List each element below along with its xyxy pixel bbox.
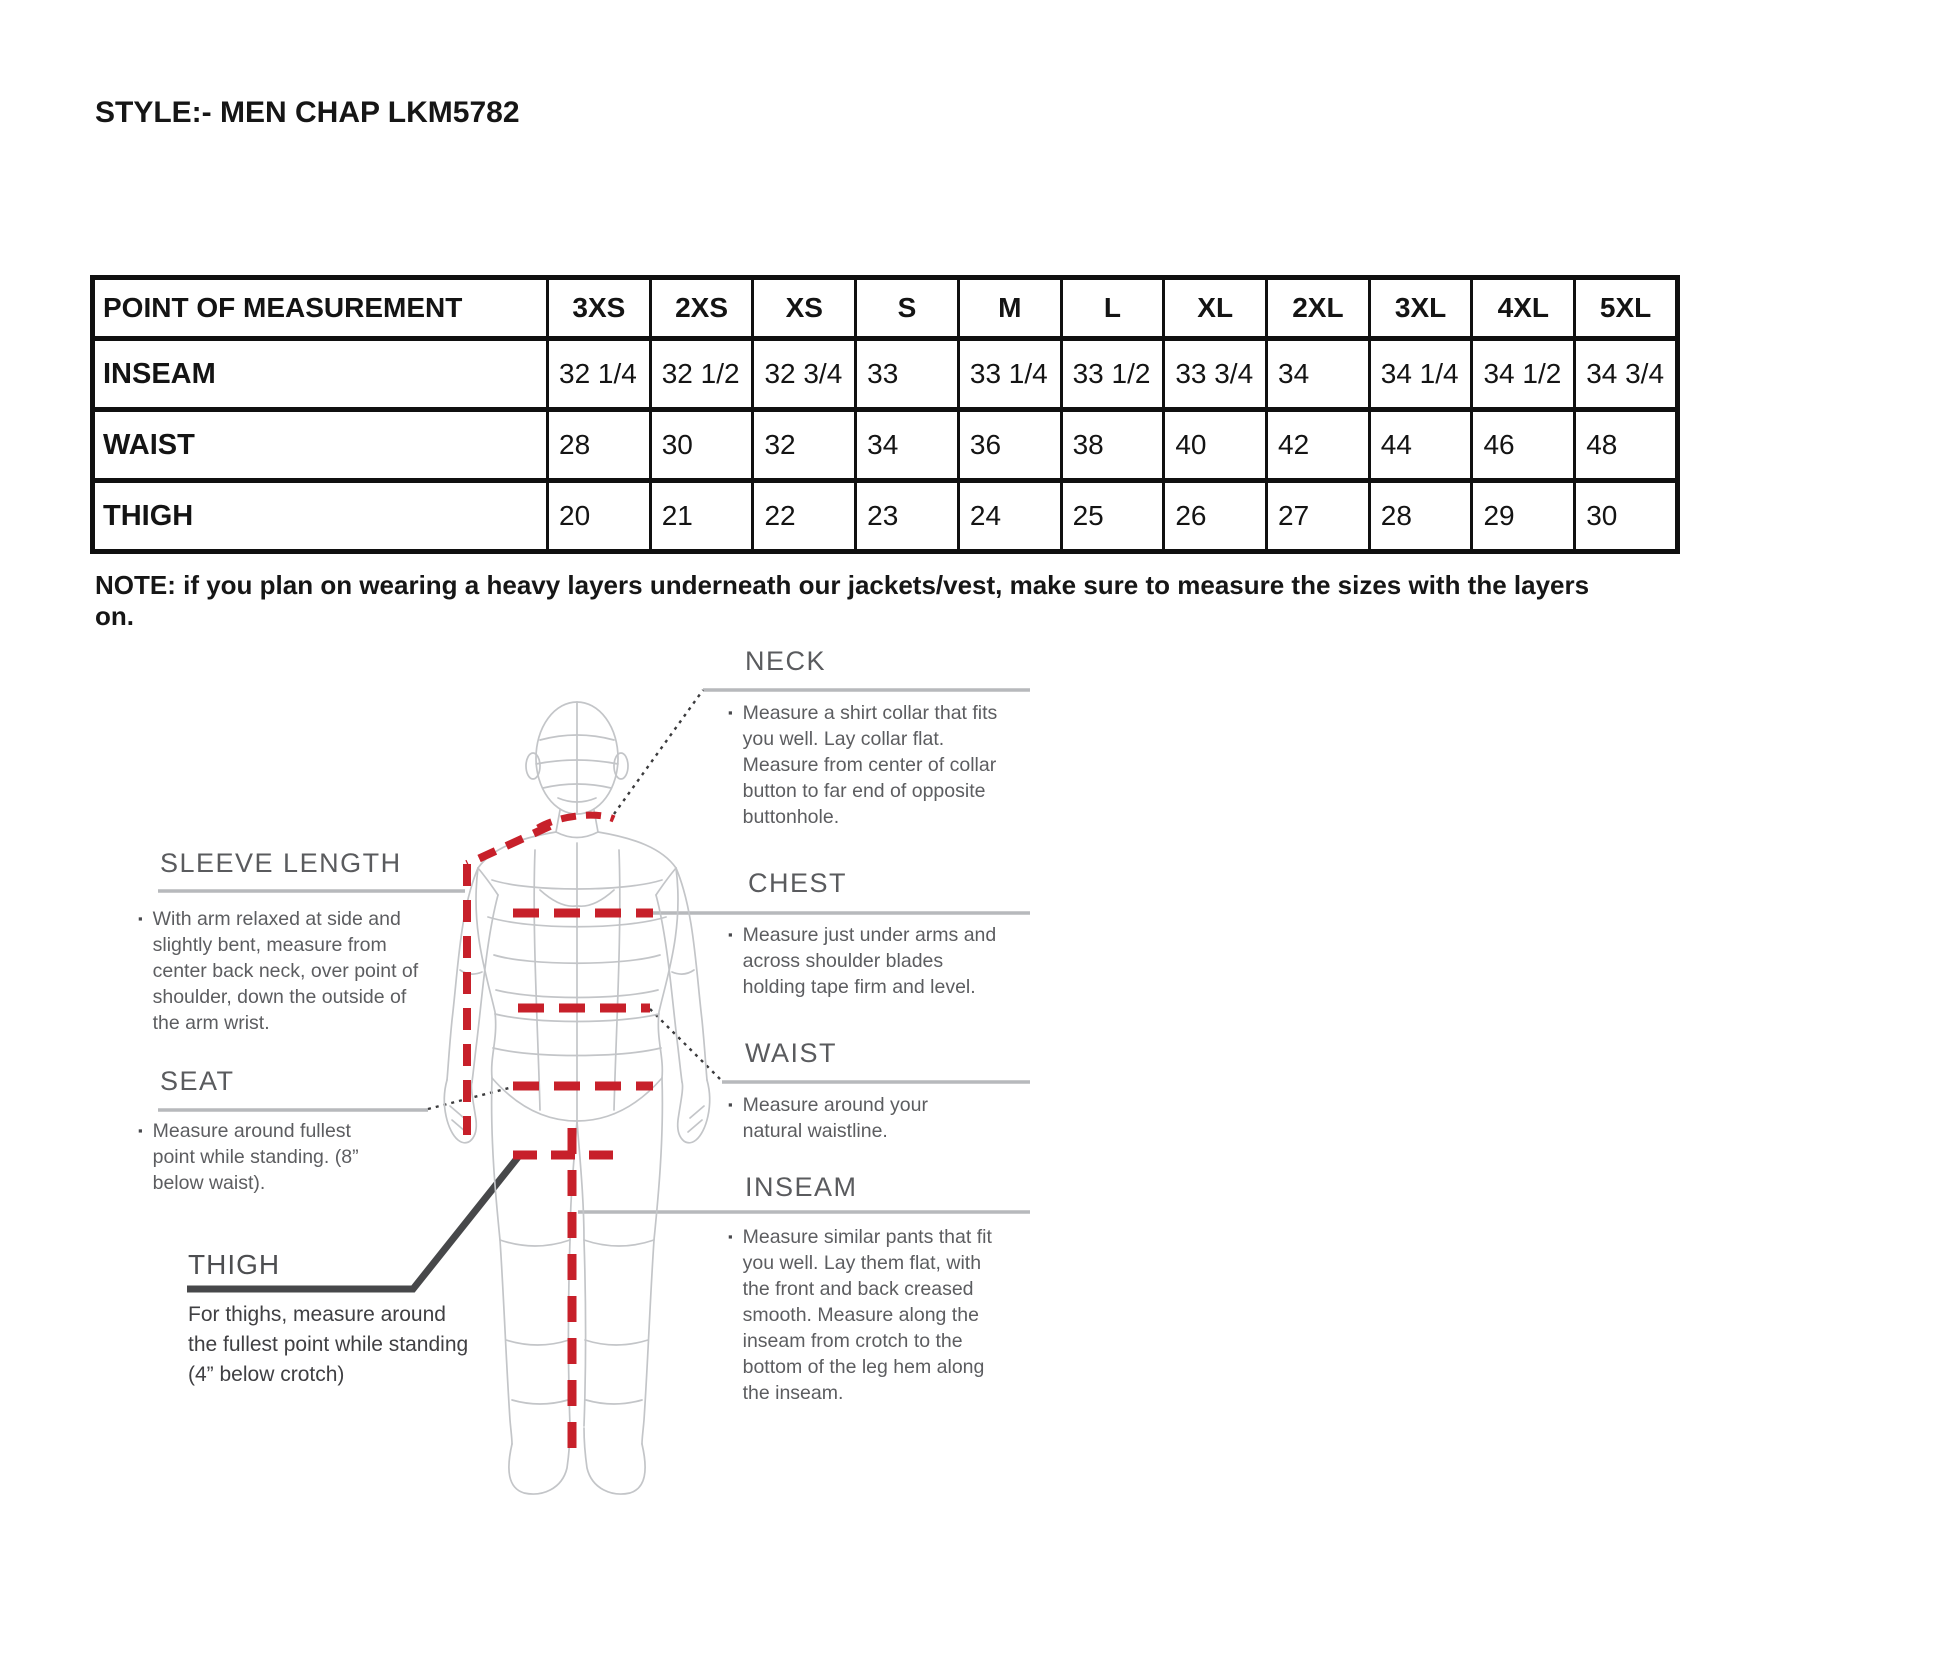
row-label-inseam: INSEAM xyxy=(93,339,548,410)
cell-value: 22 xyxy=(753,481,856,552)
section-desc-inseam: ▪ Measure similar pants that fit you well. Lay them flat, with the front and back creased smooth. Measure along the inseam from crotch to the bottom of the leg hem along the inseam. xyxy=(728,1226,992,1404)
cell-value: 20 xyxy=(548,481,651,552)
column-header-size: 2XS xyxy=(650,278,753,339)
size-chart-table xyxy=(90,275,1680,554)
section-desc-waist: ▪ Measure around your natural waistline. xyxy=(728,1094,928,1142)
cell-value: 32 1/2 xyxy=(650,339,753,410)
row-label-thigh: THIGH xyxy=(93,481,548,552)
section-desc-neck: ▪ Measure a shirt collar that fits you well. Lay collar flat. Measure from center of collar button to far end of opposite buttonhole. xyxy=(728,702,998,828)
column-header-size: XS xyxy=(753,278,856,339)
column-header-size: 2XL xyxy=(1267,278,1370,339)
column-header-point-of-measurement: POINT OF MEASUREMENT xyxy=(93,278,548,339)
section-title-neck: NECK xyxy=(745,646,827,676)
section-title-sleeve-length: SLEEVE LENGTH xyxy=(160,848,402,878)
cell-value: 46 xyxy=(1472,410,1575,481)
cell-value: 42 xyxy=(1267,410,1370,481)
page-title: STYLE:- MEN CHAP LKM5782 xyxy=(95,96,520,129)
table-row-inseam xyxy=(93,339,1678,410)
note-text: NOTE: if you plan on wearing a heavy layers underneath our jackets/vest, make sure to measure the sizes with the layers on. xyxy=(95,570,1590,631)
bullet-icon: ▪ xyxy=(138,1123,143,1138)
cell-value: 36 xyxy=(958,410,1061,481)
cell-value: 34 1/4 xyxy=(1369,339,1472,410)
column-header-size: 3XS xyxy=(548,278,651,339)
section-desc-thigh: For thighs, measure around the fullest point while standing (4” below crotch) xyxy=(188,1303,469,1386)
cell-value: 30 xyxy=(650,410,753,481)
section-title-seat: SEAT xyxy=(160,1066,235,1096)
cell-value: 32 1/4 xyxy=(548,339,651,410)
bullet-icon: ▪ xyxy=(728,1229,733,1244)
section-desc-sleeve-length: ▪ With arm relaxed at side and slightly bent, measure from center back neck, over point of shoulder, down the outside of the arm wrist. xyxy=(138,908,419,1034)
column-header-size: 5XL xyxy=(1575,278,1678,339)
waist-pointer-line xyxy=(650,1009,722,1081)
cell-value: 28 xyxy=(548,410,651,481)
row-label-waist: WAIST xyxy=(93,410,548,481)
cell-value: 30 xyxy=(1575,481,1678,552)
cell-value: 33 3/4 xyxy=(1164,339,1267,410)
column-header-size: S xyxy=(856,278,959,339)
cell-value: 21 xyxy=(650,481,753,552)
cell-value: 34 1/2 xyxy=(1472,339,1575,410)
table-header-row xyxy=(93,278,1678,339)
sleeve-shoulder-dash-line xyxy=(467,826,550,864)
cell-value: 34 xyxy=(1267,339,1370,410)
section-title-thigh: THIGH xyxy=(188,1249,281,1280)
section-desc-chest: ▪ Measure just under arms and across shoulder blades holding tape firm and level. xyxy=(728,924,997,998)
cell-value: 26 xyxy=(1164,481,1267,552)
cell-value: 38 xyxy=(1061,410,1164,481)
cell-value: 33 1/2 xyxy=(1061,339,1164,410)
neck-pointer-line xyxy=(614,690,703,814)
cell-value: 48 xyxy=(1575,410,1678,481)
body-figure xyxy=(444,702,709,1494)
column-header-size: M xyxy=(958,278,1061,339)
cell-value: 44 xyxy=(1369,410,1472,481)
cell-value: 28 xyxy=(1369,481,1472,552)
column-header-size: XL xyxy=(1164,278,1267,339)
cell-value: 24 xyxy=(958,481,1061,552)
table-row-thigh xyxy=(93,481,1678,552)
column-header-size: 4XL xyxy=(1472,278,1575,339)
cell-value: 32 3/4 xyxy=(753,339,856,410)
bullet-icon: ▪ xyxy=(728,927,733,942)
cell-value: 32 xyxy=(753,410,856,481)
table-row-waist xyxy=(93,410,1678,481)
bullet-icon: ▪ xyxy=(728,1097,733,1112)
section-desc-seat: ▪ Measure around fullest point while standing. (8” below waist). xyxy=(138,1120,359,1194)
cell-value: 29 xyxy=(1472,481,1575,552)
column-header-size: L xyxy=(1061,278,1164,339)
section-title-chest: CHEST xyxy=(748,868,848,898)
cell-value: 33 xyxy=(856,339,959,410)
cell-value: 34 3/4 xyxy=(1575,339,1678,410)
cell-value: 25 xyxy=(1061,481,1164,552)
section-title-waist: WAIST xyxy=(745,1038,837,1068)
cell-value: 34 xyxy=(856,410,959,481)
cell-value: 33 1/4 xyxy=(958,339,1061,410)
cell-value: 23 xyxy=(856,481,959,552)
bullet-icon: ▪ xyxy=(138,911,143,926)
cell-value: 40 xyxy=(1164,410,1267,481)
bullet-icon: ▪ xyxy=(728,705,733,720)
section-title-inseam: INSEAM xyxy=(745,1172,858,1202)
cell-value: 27 xyxy=(1267,481,1370,552)
column-header-size: 3XL xyxy=(1369,278,1472,339)
